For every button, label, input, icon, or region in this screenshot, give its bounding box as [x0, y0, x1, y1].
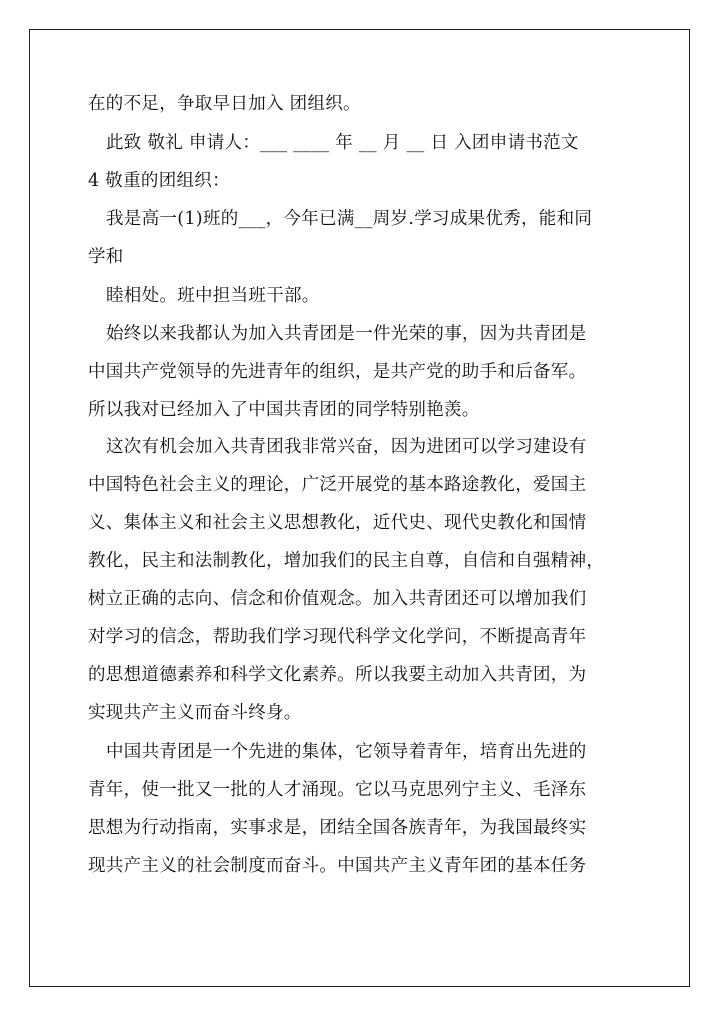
- text-line: 义、集体主义和社会主义思想教化，近代史、现代史教化和国情: [88, 513, 587, 533]
- text-line: 这次有机会加入共青团我非常兴奋，因为进团可以学习建设有: [106, 437, 587, 457]
- text-line: 树立正确的志向、信念和价值观念。加入共青团还可以增加我们: [88, 589, 587, 609]
- text-line: 教化，民主和法制教化，增加我们的民主自尊，自信和自强精神，: [88, 551, 605, 571]
- text-line: 现共产主义的社会制度而奋斗。中国共产主义青年团的基本任务: [88, 856, 587, 876]
- text-line: 青年，使一批又一批的人才涌现。它以马克思列宁主义、毛泽东: [88, 780, 587, 800]
- text-line: 我是高一(1)班的___，今年已满__周岁.学习成果优秀，能和同: [106, 209, 593, 229]
- text-line: 4 敬重的团组织：: [88, 171, 230, 191]
- text-line: 此致 敬礼 申请人：___ ____ 年 __ 月 __ 日 入团申请书范文: [106, 133, 579, 153]
- text-line: 始终以来我都认为加入共青团是一件光荣的事，因为共青团是: [106, 324, 587, 344]
- text-line: 中国共产党领导的先进青年的组织，是共产党的助手和后备军。: [88, 362, 587, 382]
- text-line: 对学习的信念，帮助我们学习现代科学文化学问，不断提高青年: [88, 627, 587, 647]
- text-line: 中国共青团是一个先进的集体，它领导着青年，培育出先进的: [106, 742, 587, 762]
- text-line: 学和: [88, 247, 124, 267]
- text-line: 在的不足，争取早日加入 团组织。: [88, 94, 361, 114]
- text-line: 的思想道德素养和科学文化素养。所以我要主动加入共青团，为: [88, 665, 587, 685]
- text-line: 思想为行动指南，实事求是，团结全国各族青年，为我国最终实: [88, 818, 587, 838]
- text-line: 中国特色社会主义的理论，广泛开展党的基本路途教化，爱国主: [88, 475, 587, 495]
- text-line: 睦相处。班中担当班干部。: [106, 286, 320, 306]
- text-line: 所以我对已经加入了中国共青团的同学特别艳羡。: [88, 400, 480, 420]
- text-line: 实现共产主义而奋斗终身。: [88, 703, 302, 723]
